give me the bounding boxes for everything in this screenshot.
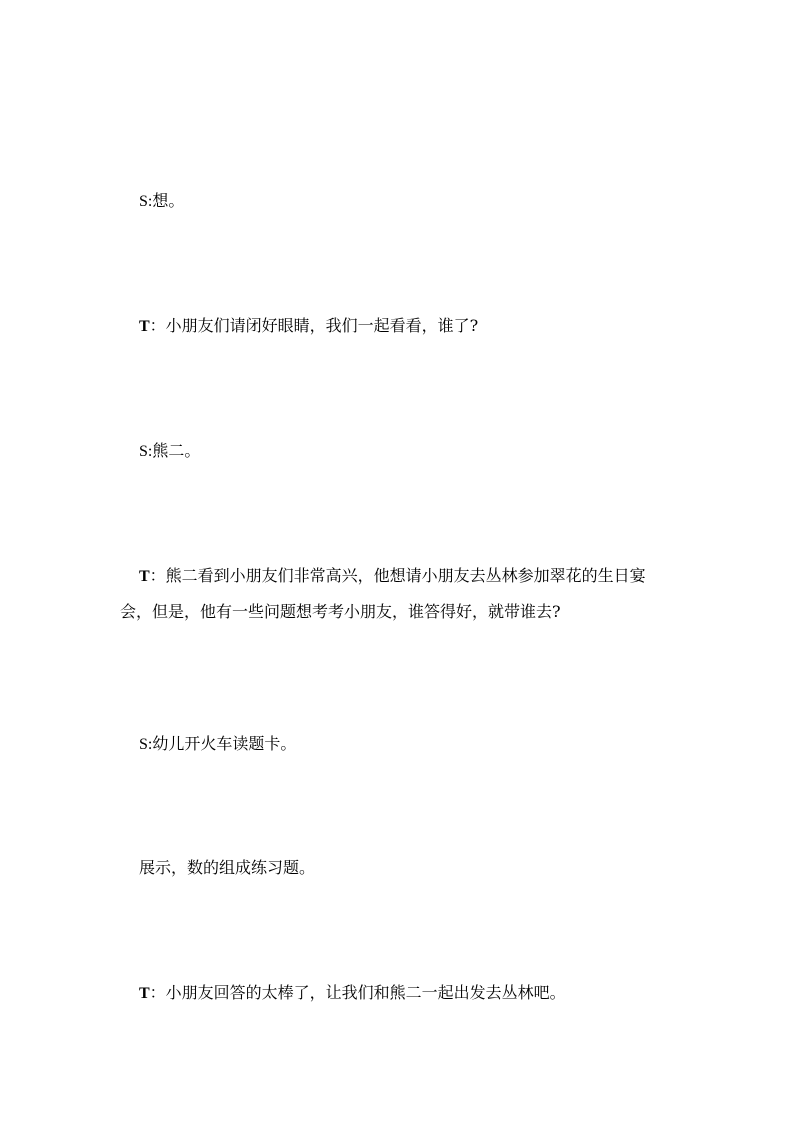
- dialogue-paragraph-student: [120, 433, 674, 469]
- paragraph-text: ：小朋友回答的太棒了，让我们和熊二一起出发去丛林吧。: [149, 983, 566, 1002]
- paragraph-text: 熊二。: [152, 441, 201, 460]
- dialogue-paragraph-teacher: [120, 975, 674, 1011]
- dialogue-paragraph-teacher: [120, 558, 674, 629]
- paragraph-text: 幼儿开火车读题卡。: [152, 734, 297, 753]
- paragraph-text: ：熊二看到小朋友们非常高兴，他想请小朋友去丛林参加翠花的生日宴会，但是，他有一些问题想考考小朋友，谁答得好，就带谁去?: [120, 566, 646, 621]
- dialogue-paragraph-student: [120, 183, 674, 219]
- speaker-label: T: [139, 318, 150, 335]
- paragraph-text: 展示，数的组成练习题。: [139, 858, 316, 877]
- paragraph-text: ：小朋友们请闭好眼睛，我们一起看看，谁了?: [149, 316, 479, 335]
- dialogue-paragraph-student: [120, 726, 674, 762]
- speaker-label: T: [139, 568, 150, 585]
- speaker-label: S:: [139, 443, 153, 460]
- dialogue-paragraph-teacher: [120, 308, 674, 344]
- speaker-label: S:: [139, 736, 153, 753]
- speaker-label: T: [139, 985, 150, 1002]
- narration-paragraph: [120, 850, 674, 886]
- paragraph-text: 想。: [152, 191, 185, 210]
- speaker-label: S:: [139, 193, 153, 210]
